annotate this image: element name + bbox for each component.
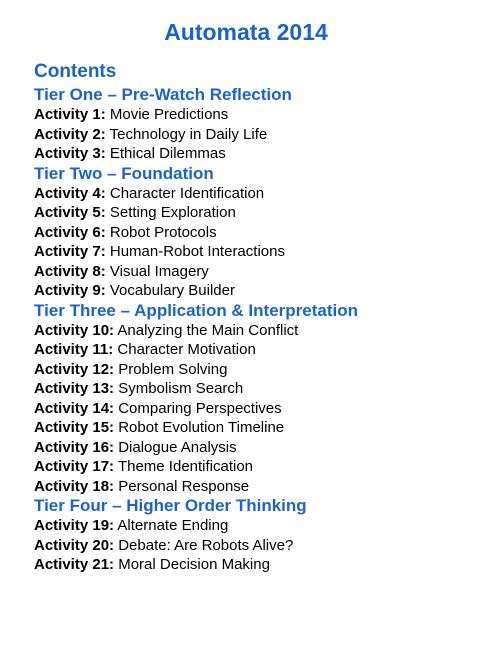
activity-title: Human-Robot Interactions bbox=[109, 243, 285, 260]
activity-title: Visual Imagery bbox=[109, 262, 209, 280]
list-item bbox=[34, 418, 484, 438]
activity-title: Problem Solving bbox=[118, 360, 228, 378]
activity-title: Theme Identification bbox=[117, 458, 254, 475]
list-item bbox=[34, 262, 484, 282]
list-item bbox=[34, 516, 484, 536]
activity-title: Alternate Ending bbox=[117, 517, 229, 534]
list-item bbox=[34, 457, 484, 477]
activity-number: Activity 2: bbox=[34, 125, 106, 143]
activity-number: Activity 8: bbox=[34, 262, 106, 280]
document-title: Automata 2014 bbox=[164, 19, 328, 45]
tier-section bbox=[34, 164, 484, 301]
tier-section bbox=[34, 496, 484, 575]
activity-title: Comparing Perspectives bbox=[118, 399, 282, 417]
list-item bbox=[34, 203, 484, 223]
list-item bbox=[34, 340, 484, 360]
activity-number: Activity 10: bbox=[34, 321, 115, 339]
activity-title: Robot Protocols bbox=[109, 223, 217, 241]
activity-title: Character Motivation bbox=[117, 341, 256, 358]
activity-number: Activity 21: bbox=[34, 556, 115, 573]
tier-section bbox=[34, 301, 484, 497]
list-item bbox=[34, 144, 484, 164]
list-item bbox=[34, 281, 484, 301]
list-item bbox=[34, 438, 484, 458]
activity-title: Setting Exploration bbox=[109, 204, 236, 221]
list-item bbox=[34, 223, 484, 243]
activity-title: Robot Evolution Timeline bbox=[118, 419, 285, 436]
activity-title: Vocabulary Builder bbox=[109, 282, 235, 299]
activity-number: Activity 5: bbox=[34, 204, 106, 221]
activity-number: Activity 18: bbox=[34, 477, 115, 495]
activity-title: Dialogue Analysis bbox=[118, 438, 237, 456]
activity-number: Activity 15: bbox=[34, 419, 115, 436]
activity-number: Activity 6: bbox=[34, 223, 106, 241]
activity-title: Movie Predictions bbox=[109, 106, 229, 123]
list-item bbox=[34, 399, 484, 419]
activity-list bbox=[34, 105, 484, 164]
list-item bbox=[34, 477, 484, 497]
activity-number: Activity 16: bbox=[34, 438, 115, 456]
list-item bbox=[34, 555, 484, 575]
table-of-contents bbox=[34, 85, 484, 575]
list-item bbox=[34, 360, 484, 380]
list-item bbox=[34, 184, 484, 204]
activity-number: Activity 7: bbox=[34, 243, 106, 260]
activity-number: Activity 13: bbox=[34, 380, 115, 397]
activity-title: Debate: Are Robots Alive? bbox=[118, 536, 294, 554]
activity-number: Activity 20: bbox=[34, 536, 115, 554]
activity-list bbox=[34, 516, 484, 575]
tier-title: Tier Three – Application & Interpretation bbox=[34, 300, 358, 320]
tier-title: Tier One – Pre-Watch Reflection bbox=[34, 85, 292, 104]
activity-title: Ethical Dilemmas bbox=[109, 145, 226, 162]
activity-list bbox=[34, 321, 484, 497]
activity-title: Technology in Daily Life bbox=[109, 125, 268, 143]
activity-list bbox=[34, 184, 484, 301]
activity-title: Moral Decision Making bbox=[118, 556, 270, 573]
activity-number: Activity 19: bbox=[34, 517, 115, 534]
tier-title: Tier Two – Foundation bbox=[34, 163, 214, 183]
activity-number: Activity 3: bbox=[34, 145, 106, 162]
list-item bbox=[34, 379, 484, 399]
activity-title: Personal Response bbox=[118, 477, 250, 495]
activity-number: Activity 1: bbox=[34, 106, 106, 123]
list-item bbox=[34, 321, 484, 341]
contents-heading: Contents bbox=[34, 61, 117, 82]
activity-number: Activity 11: bbox=[34, 341, 114, 358]
activity-number: Activity 9: bbox=[34, 282, 106, 299]
activity-number: Activity 4: bbox=[34, 184, 106, 202]
activity-title: Character Identification bbox=[109, 184, 265, 202]
tier-section bbox=[34, 85, 484, 164]
activity-title: Analyzing the Main Conflict bbox=[117, 321, 299, 339]
activity-title: Symbolism Search bbox=[118, 380, 244, 397]
list-item bbox=[34, 242, 484, 262]
activity-number: Activity 12: bbox=[34, 360, 115, 378]
list-item bbox=[34, 536, 484, 556]
list-item bbox=[34, 105, 484, 125]
activity-number: Activity 14: bbox=[34, 399, 115, 417]
list-item bbox=[34, 125, 484, 145]
activity-number: Activity 17: bbox=[34, 458, 115, 475]
tier-title: Tier Four – Higher Order Thinking bbox=[34, 496, 307, 515]
